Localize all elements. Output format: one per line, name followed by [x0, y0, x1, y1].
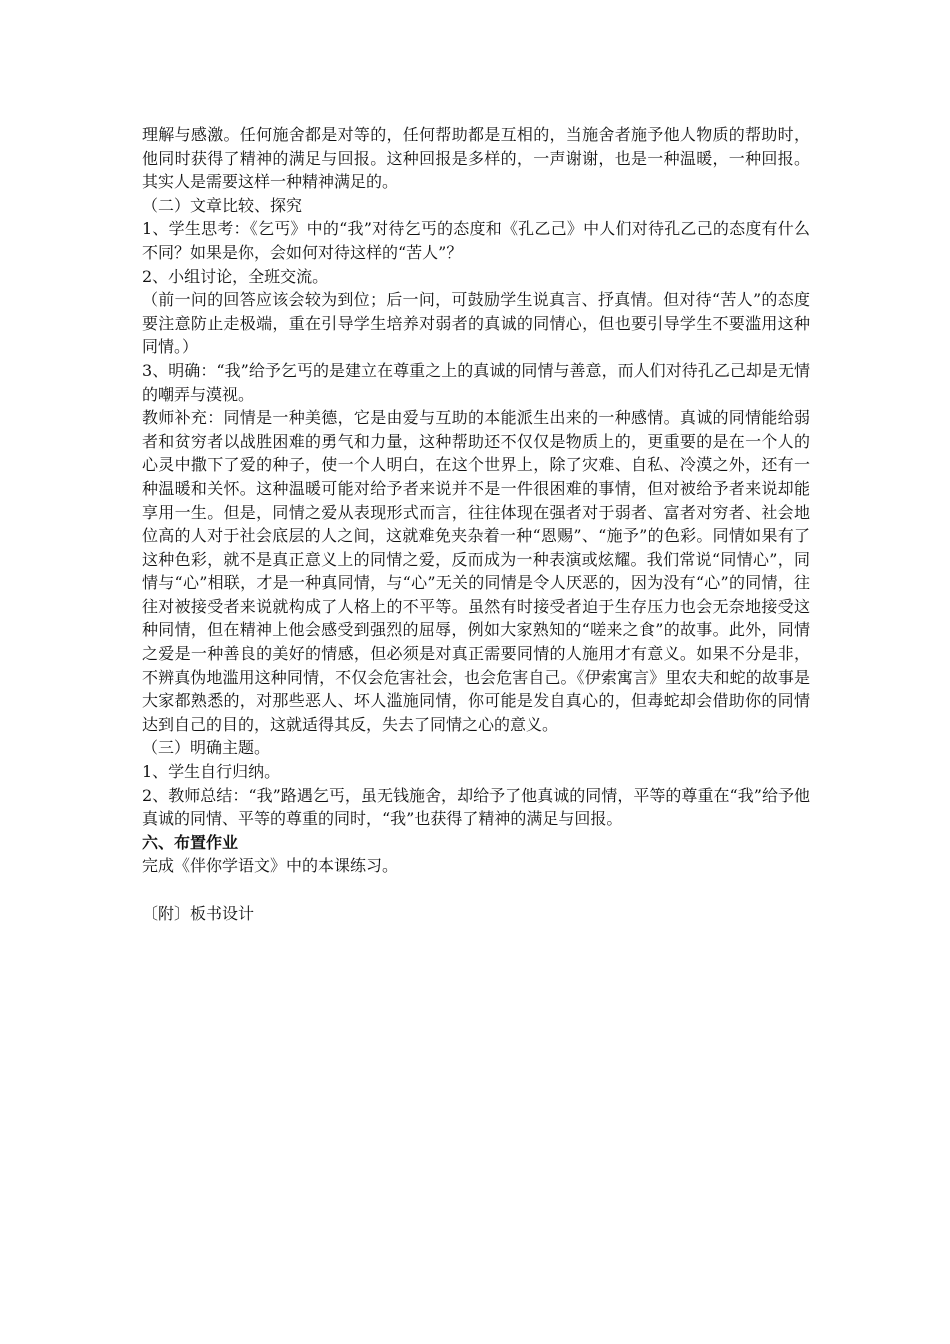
section-heading-homework: 六、布置作业: [142, 832, 239, 852]
subsection-heading-compare: （二）文章比较、探究: [142, 195, 303, 215]
subsection-heading-theme: （三）明确主题。: [142, 738, 271, 758]
paragraph-student-thinking: 1、学生思考：《乞丐》中的“我”对待乞丐的态度和《孔乙己》中人们对待孔乙己的态度有什么不同？如果是你，会如何对待这样的“苦人”？: [142, 219, 810, 262]
paragraph-teacher-summary: 2、教师总结：“我”路遇乞丐，虽无钱施舍，却给予了他真诚的同情，平等的尊重在“我”给予他真诚的同情、平等的尊重的同时，“我”也获得了精神的满足与回报。: [142, 785, 810, 829]
paragraph-student-summary: 1、学生自行归纳。: [142, 762, 281, 782]
paragraph-clarification: 3、明确：“我”给予乞丐的是建立在尊重之上的真诚的同情与善意，而人们对待孔乙己却是无情的嘲弄与漠视。: [142, 360, 810, 404]
paragraph-homework: 完成《伴你学语文》中的本课练习。: [142, 856, 399, 876]
paragraph-guidance-note: （前一问的回答应该会较为到位；后一问，可鼓励学生说真言、抒真情。但对待“苦人”的态度要注意防止走极端，重在引导学生培养对弱者的真诚的同情心，但也要引导学生不要滥用这种同情。）: [142, 290, 810, 357]
appendix-label: 〔附〕板书设计: [142, 903, 255, 923]
paragraph-closing-reflection: 理解与感激。任何施舍都是对等的，任何帮助都是互相的，当施舍者施予他人物质的帮助时，他同时获得了精神的满足与回报。这种回报是多样的，一声谢谢，也是一种温暖，一种回报。其实人是需要这样一种精神满足的。: [142, 125, 810, 192]
paragraph-group-discussion: 2、小组讨论，全班交流。: [142, 266, 329, 286]
document-body: [142, 123, 810, 925]
blank-line: [142, 878, 810, 902]
paragraph-teacher-supplement: 教师补充：同情是一种美德，它是由爱与互助的本能派生出来的一种感情。真诚的同情能给弱者和贫穷者以战胜困难的勇气和力量，这种帮助还不仅仅是物质上的，更重要的是在一个人的心灵中撒下了爱的种子，使一个人明白，在这个世界上，除了灾难、自私、冷漠之外，还有一种温暖和关怀。这种温暖可能对给予者来说并不是一件很困难的事情，但对被给予者来说却能享用一生。但是，同情之爱从表现形式而言，往往体现在强者对于弱者、富者对穷者、社会地位高的人对于社会底层的人之间，这就难免夹杂着一种“恩赐”、“施予”的色彩。同情如果有了这种色彩，就不是真正意义上的同情之爱，反而成为一种表演或炫耀。我们常说“同情心”，同情与“心”相联，才是一种真同情，与“心”无关的同情是令人厌恶的，因为没有“心”的同情，往往对被接受者来说就构成了人格上的不平等。虽然有时接受者迫于生存压力也会无奈地接受这种同情，但在精神上他会感受到强烈的屈辱，例如大家熟知的“嗟来之食”的故事。此外，同情之爱是一种善良的美好的情感，但必须是对真正需要同情的人施用才有意义。如果不分是非，不辨真伪地滥用这种同情，不仅会危害社会，也会危害自己。《伊索寓言》里农夫和蛇的故事是大家都熟悉的，对那些恶人、坏人滥施同情，你可能是发自真心的，但毒蛇却会借助你的同情达到自己的目的，这就适得其反，失去了同情之心的意义。: [142, 408, 810, 734]
